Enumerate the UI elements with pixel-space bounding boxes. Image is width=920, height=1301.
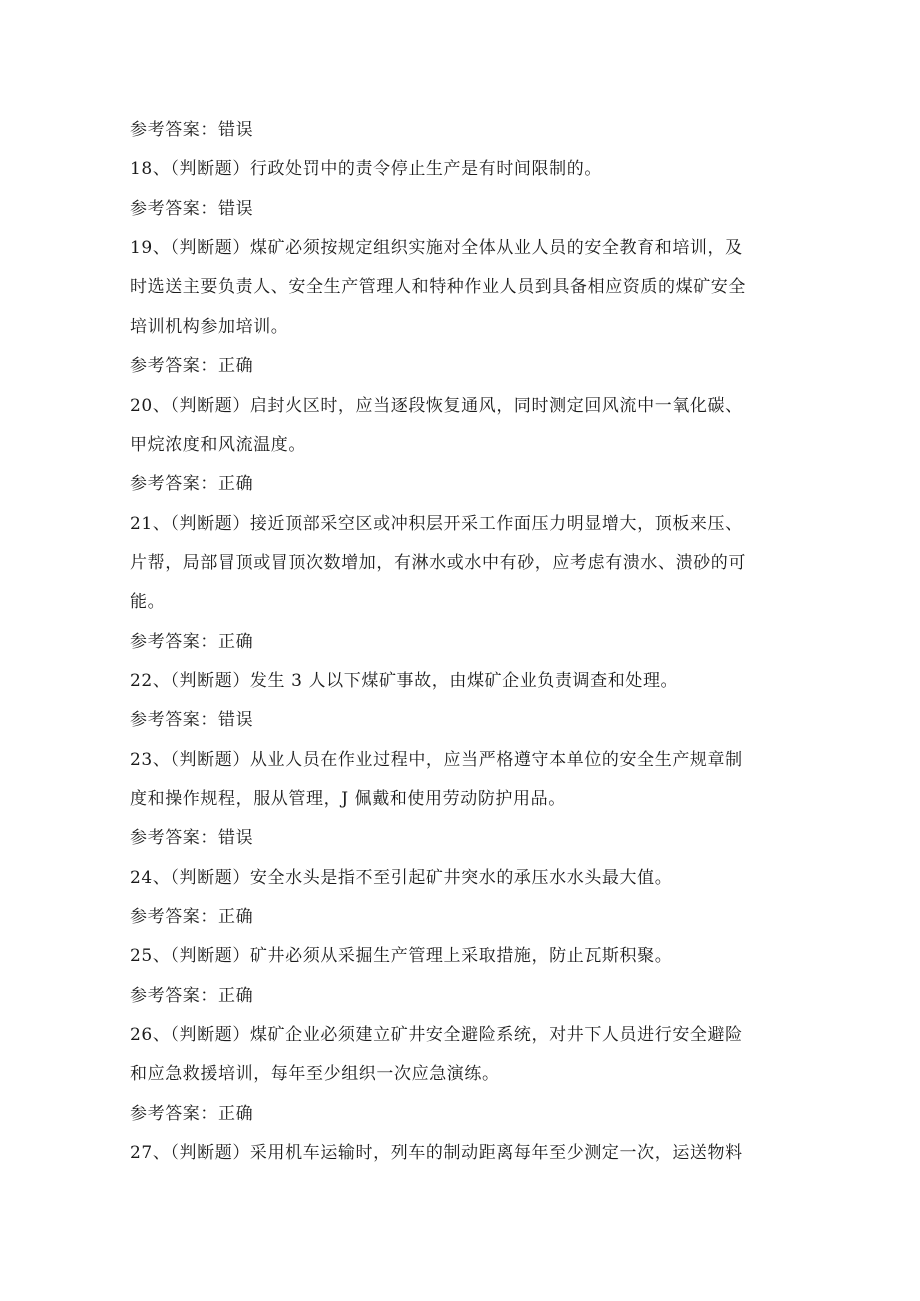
question-20-line-1: 20、（判断题）启封火区时，应当逐段恢复通风，同时测定回风流中一氧化碳、: [130, 396, 743, 416]
answer-22: 参考答案：错误: [130, 710, 254, 730]
answer-20: 参考答案：正确: [130, 474, 254, 494]
question-23-line-1: 23、（判断题）从业人员在作业过程中，应当严格遵守本单位的安全生产规章制: [130, 750, 743, 770]
answer-21: 参考答案：正确: [130, 632, 254, 652]
question-19-line-1: 19、（判断题）煤矿必须按规定组织实施对全体从业人员的安全教育和培训，及: [130, 238, 743, 258]
question-22: 22、（判断题）发生 3 人以下煤矿事故，由煤矿企业负责调查和处理。: [130, 671, 679, 691]
question-26-line-2: 和应急救援培训，每年至少组织一次应急演练。: [130, 1064, 500, 1084]
question-21-line-1: 21、（判断题）接近顶部采空区或冲积层开采工作面压力明显增大，顶板来压、: [130, 514, 743, 534]
question-23-line-2: 度和操作规程，服从管理，J 佩戴和使用劳动防护用品。: [130, 789, 566, 809]
question-20-line-2: 甲烷浓度和风流温度。: [130, 435, 306, 455]
question-19-line-3: 培训机构参加培训。: [130, 317, 289, 337]
question-24: 24、（判断题）安全水头是指不至引起矿井突水的承压水水头最大值。: [130, 868, 673, 888]
question-21-line-3: 能。: [130, 592, 166, 612]
answer-17: 参考答案：错误: [130, 120, 254, 140]
answer-26: 参考答案：正确: [130, 1104, 254, 1124]
question-18: 18、（判断题）行政处罚中的责令停止生产是有时间限制的。: [130, 159, 602, 179]
question-19-line-2: 时选送主要负责人、安全生产管理人和特种作业人员到具备相应资质的煤矿安全: [130, 277, 746, 297]
question-25: 25、（判断题）矿井必须从采掘生产管理上采取措施，防止瓦斯积聚。: [130, 946, 673, 966]
question-21-line-2: 片帮，局部冒顶或冒顶次数增加，有淋水或水中有砂，应考虑有溃水、溃砂的可: [130, 553, 746, 573]
question-26-line-1: 26、（判断题）煤矿企业必须建立矿井安全避险系统，对井下人员进行安全避险: [130, 1025, 743, 1045]
answer-23: 参考答案：错误: [130, 828, 254, 848]
answer-18: 参考答案：错误: [130, 199, 254, 219]
answer-24: 参考答案：正确: [130, 907, 254, 927]
answer-19: 参考答案：正确: [130, 356, 254, 376]
answer-25: 参考答案：正确: [130, 986, 254, 1006]
question-27-line-1: 27、（判断题）采用机车运输时，列车的制动距离每年至少测定一次，运送物料: [130, 1143, 743, 1163]
